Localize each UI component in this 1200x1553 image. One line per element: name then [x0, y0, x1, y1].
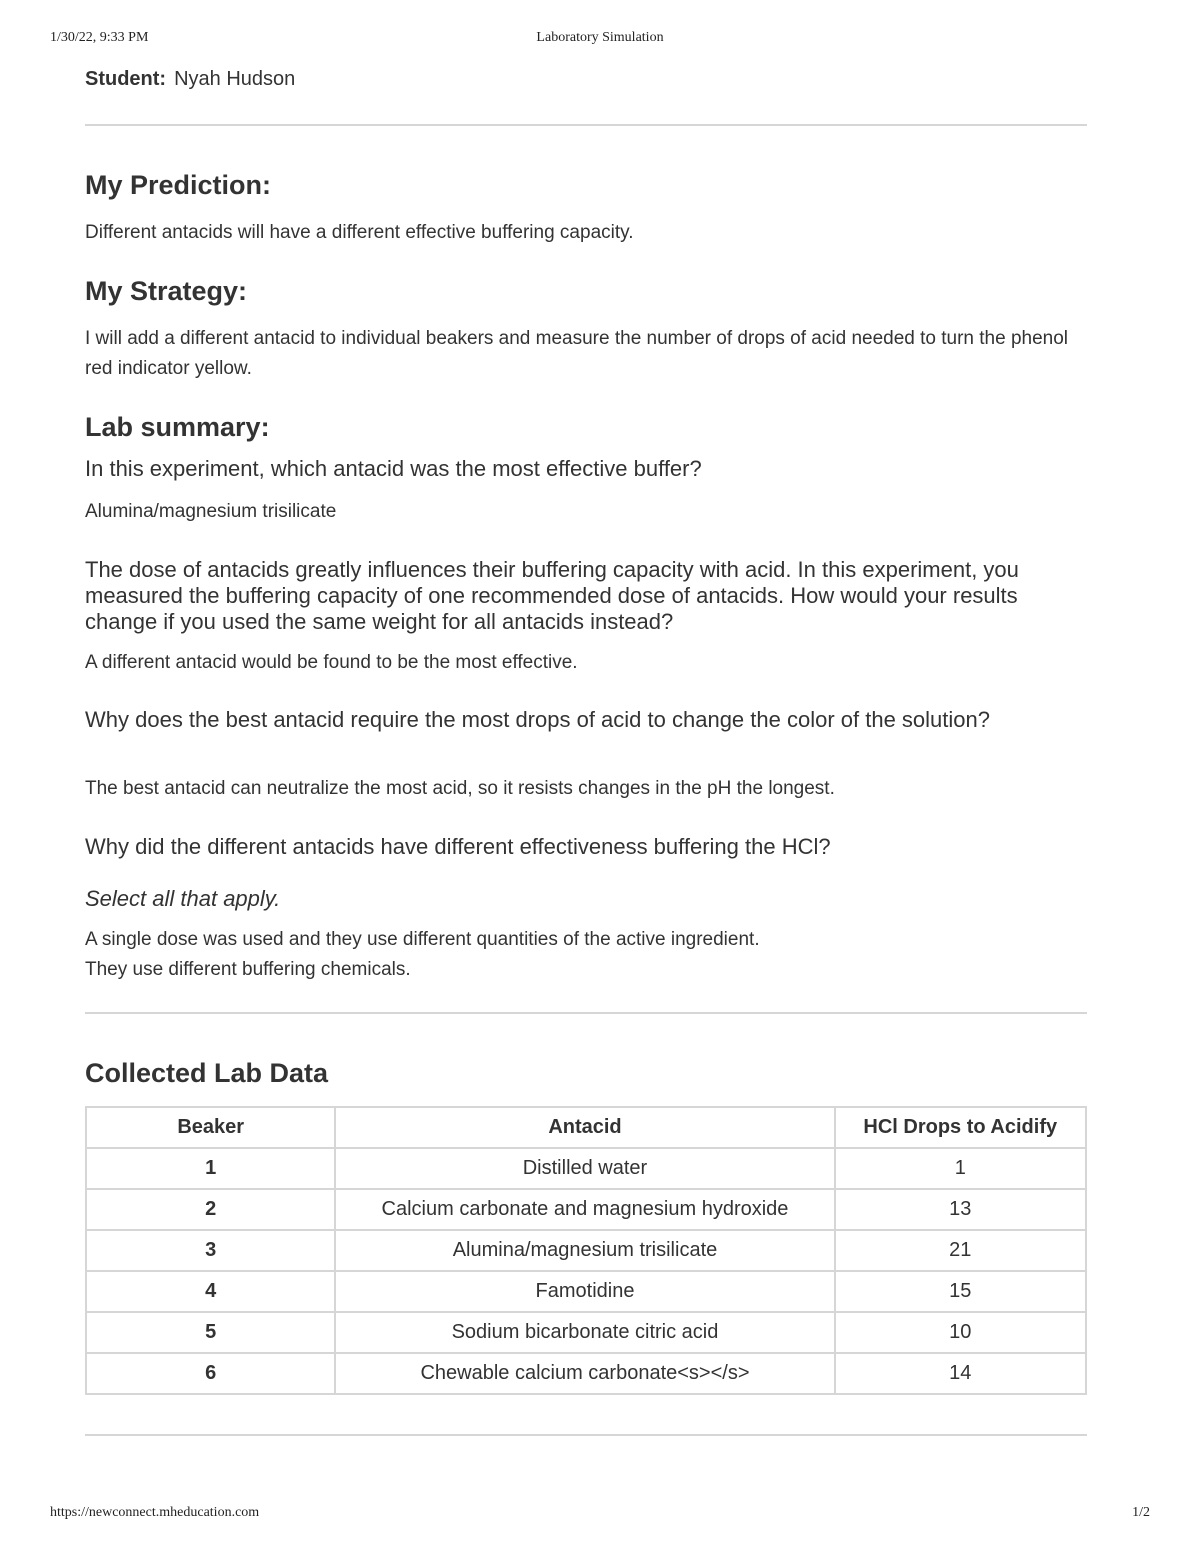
hcl-drops: 1 — [835, 1148, 1086, 1189]
answer-dose: A different antacid would be found to be the most effective. — [85, 652, 578, 673]
table-row — [86, 1271, 1086, 1312]
print-header — [50, 30, 1150, 50]
column-header-beaker: Beaker — [86, 1107, 335, 1148]
table-row — [86, 1148, 1086, 1189]
prediction-heading: My Prediction: — [85, 170, 272, 200]
page-url: https://newconnect.mheducation.com — [50, 1505, 260, 1520]
strategy-heading: My Strategy: — [85, 276, 248, 306]
beaker-number: 2 — [86, 1189, 335, 1230]
lab-data-table — [85, 1106, 1087, 1395]
print-footer — [50, 1505, 1150, 1525]
beaker-number: 5 — [86, 1312, 335, 1353]
question-hint: Select all that apply. — [85, 886, 281, 911]
divider — [85, 124, 1087, 126]
answer-most-effective: Alumina/magnesium trisilicate — [85, 501, 337, 522]
table-row — [86, 1230, 1086, 1271]
strategy-text: I will add a different antacid to individual beakers and measure the number of drops of acid needed to turn the phenol red indicator yellow. — [85, 328, 1069, 379]
question-most-effective: In this experiment, which antacid was the most effective buffer? — [85, 456, 702, 481]
antacid-name: Calcium carbonate and magnesium hydroxide — [335, 1189, 834, 1230]
antacid-name: Alumina/magnesium trisilicate — [335, 1230, 834, 1271]
antacid-name: Chewable calcium carbonate<s></s> — [335, 1353, 834, 1394]
question-effectiveness: Why did the different antacids have different effectiveness buffering the HCl? — [85, 834, 831, 859]
print-datetime: 1/30/22, 9:33 PM — [50, 30, 149, 45]
page-number: 1/2 — [1132, 1505, 1150, 1520]
divider — [85, 1434, 1087, 1436]
answer-effectiveness-2: They use different buffering chemicals. — [85, 959, 411, 980]
hcl-drops: 14 — [835, 1353, 1086, 1394]
beaker-number: 6 — [86, 1353, 335, 1394]
question-drops: Why does the best antacid require the most drops of acid to change the color of the solution? — [85, 707, 990, 732]
summary-heading: Lab summary: — [85, 412, 270, 442]
beaker-number: 4 — [86, 1271, 335, 1312]
hcl-drops: 21 — [835, 1230, 1086, 1271]
beaker-number: 3 — [86, 1230, 335, 1271]
antacid-name: Sodium bicarbonate citric acid — [335, 1312, 834, 1353]
table-row — [86, 1353, 1086, 1394]
lab-data-heading: Collected Lab Data — [85, 1058, 329, 1088]
hcl-drops: 10 — [835, 1312, 1086, 1353]
answer-drops: The best antacid can neutralize the most acid, so it resists changes in the pH the longest. — [85, 778, 835, 799]
table-header-row — [86, 1107, 1086, 1148]
table-row — [86, 1312, 1086, 1353]
column-header-drops: HCl Drops to Acidify — [835, 1107, 1086, 1148]
antacid-name: Famotidine — [335, 1271, 834, 1312]
hcl-drops: 13 — [835, 1189, 1086, 1230]
beaker-number: 1 — [86, 1148, 335, 1189]
student-line — [85, 68, 295, 91]
answer-effectiveness-1: A single dose was used and they use different quantities of the active ingredient. — [85, 929, 760, 950]
hcl-drops: 15 — [835, 1271, 1086, 1312]
table-row — [86, 1189, 1086, 1230]
print-title: Laboratory Simulation — [536, 30, 664, 45]
prediction-text: Different antacids will have a different effective buffering capacity. — [85, 222, 634, 243]
divider — [85, 1012, 1087, 1014]
antacid-name: Distilled water — [335, 1148, 834, 1189]
student-label: Student: — [85, 68, 167, 90]
student-name: Nyah Hudson — [174, 68, 296, 90]
question-dose: The dose of antacids greatly influences their buffering capacity with acid. In this experiment, you measured the buffering capacity of one recommended dose of antacids. How would your results change if you used the same weight for all antacids instead? — [85, 557, 1019, 634]
column-header-antacid: Antacid — [335, 1107, 834, 1148]
